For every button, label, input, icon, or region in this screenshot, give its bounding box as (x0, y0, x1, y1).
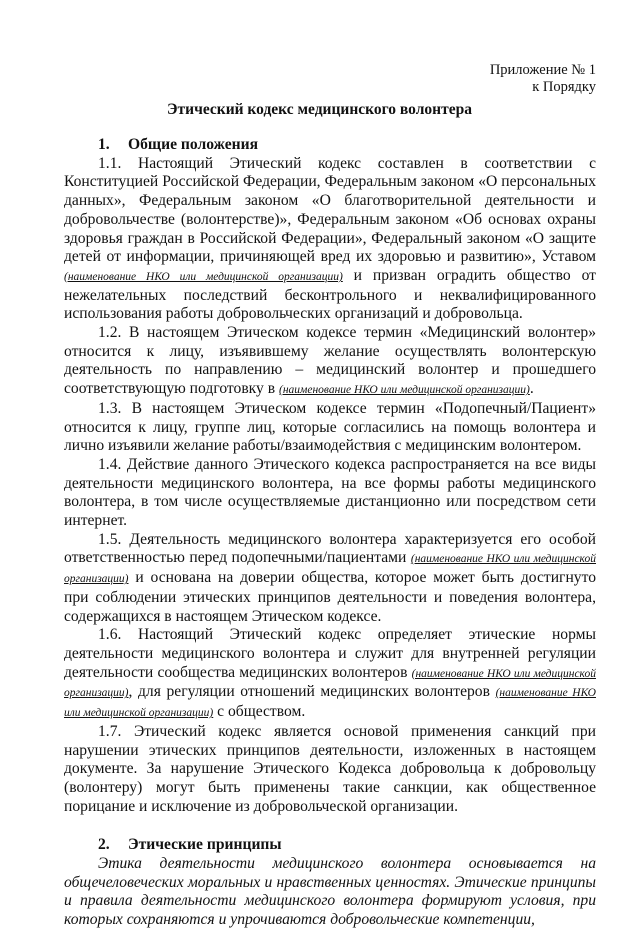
paragraph-1-4: 1.4. Действие данного Этического кодекса распространяется на все виды деятельности медицинского волонтера, на все формы работы медицинского волонтера, в том числе осуществляемые дистанционно или посредством сети интернет. (64, 455, 596, 530)
appendix-order: к Порядку (532, 79, 596, 95)
paragraph-text: , для регуляции отношений медицинских волонтеров (128, 683, 496, 701)
paragraph-text: . (529, 380, 534, 398)
paragraph-text: и призван оградить общество от нежелательных последствий бесконтрольного и неквалифицированного использования работы добровольческих организаций и добровольца. (64, 266, 596, 323)
paragraph-text: 1.1. Настоящий Этический кодекс составлен в соответствии с Конституцией Российской Федерации, Федеральным законом «О персональных данных», Федеральным законом «О благотворительной деятельности и добровольчестве (волонтерстве)», Федеральным законом «Об основах охраны здоровья граждан в Российской Федерации», Федеральный законом «О защите детей от информации, причиняющей вред их здоровью и развитию», Уставом (64, 154, 596, 266)
organization-placeholder: (наименование НКО или медицинской организации) (64, 687, 596, 720)
organization-placeholder: (наименование НКО или медицинской организации) (279, 384, 530, 397)
paragraph-2-intro: Этика деятельности медицинского волонтера основывается на общечеловеческих моральных и нравственных ценностях. Этические принципы и правила деятельности медицинского волонтера формируют условия, при которых сохраняются и упрочиваются добровольческие компетенции, (64, 855, 596, 929)
paragraph-text: с обществом. (213, 703, 306, 721)
document-body (64, 136, 596, 930)
paragraph-1-5 (64, 531, 596, 627)
paragraph-1-1 (64, 155, 596, 324)
document-title: Этический кодекс медицинского волонтера (167, 101, 472, 118)
organization-placeholder: (наименование НКО или медицинской организации) (64, 667, 596, 700)
paragraph-text: 1.2. В настоящем Этическом кодексе термин «Медицинский волонтер» относится к лицу, изъявившему желание осуществлять волонтерскую деятельность по направлению – медицинский волонтер и прошедшего соответствующую подготовку в (64, 324, 596, 398)
paragraph-text: и основана на доверии общества, которое может быть достигнуто при соблюдении этических принципов деятельности и поведения волонтера, содержащихся в настоящем Этическом кодексе. (64, 569, 596, 625)
section-heading-1 (98, 136, 596, 155)
organization-placeholder: (наименование НКО или медицинской организации) (64, 553, 597, 586)
paragraph-text: 1.6. Настоящий Этический кодекс определяет этические нормы деятельности медицинского волонтера и служит для внутренней регуляции деятельности сообщества медицинских волонтеров (64, 626, 596, 681)
paragraph-1-3: 1.3. В настоящем Этическом кодексе термин «Подопечный/Пациент» относится к лицу, группе лиц, которые согласились на помощь волонтера и лично изъявили желание работы/взаимодействия с медицинским волонтером. (64, 399, 596, 455)
section-number-2: 2. (98, 836, 110, 854)
section-heading-2 (98, 836, 596, 855)
appendix-number: Приложение № 1 (489, 62, 596, 78)
paragraph-text: 1.5. Деятельность медицинского волонтера характеризуется его особой ответственностью перед подопечными/пациентами (64, 530, 596, 567)
paragraph-1-2 (64, 324, 596, 400)
paragraph-1-7: 1.7. Этический кодекс является основой применения санкций при нарушении этических принципов деятельности, изложенных в настоящем документе. За нарушение Этического Кодекса добровольца к добровольцу (волонтеру) могут быть применены такие санкции, как общественное порицание и исключение из добровольческой организации. (64, 722, 596, 815)
section-title-2: Этические принципы (128, 836, 282, 854)
section-title-1: Общие положения (128, 136, 259, 153)
paragraph-1-6 (64, 626, 596, 723)
section-spacer (64, 816, 596, 836)
appendix-reference (490, 62, 596, 96)
organization-placeholder: (наименование НКО или медицинской организации) (64, 270, 343, 283)
section-number-1: 1. (98, 136, 110, 153)
